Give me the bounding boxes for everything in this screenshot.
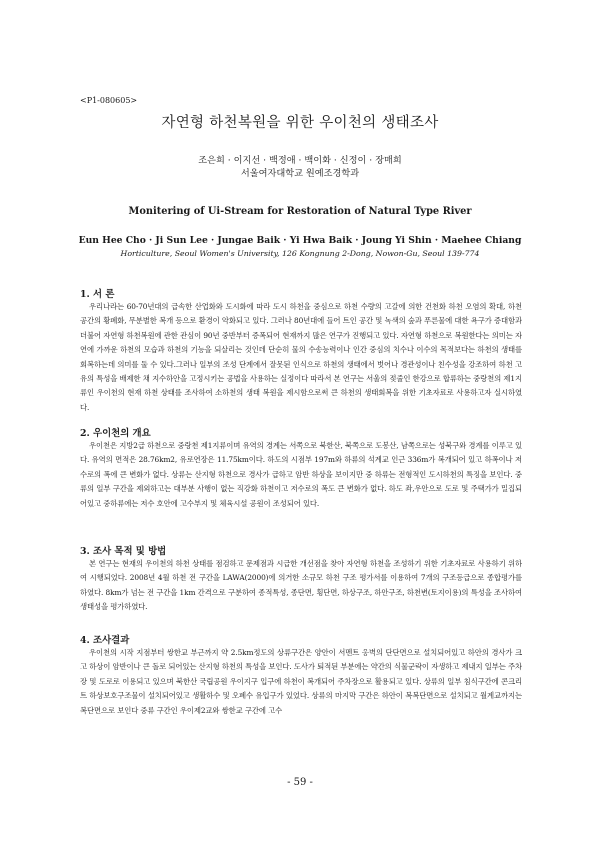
- page-number: - 59 -: [287, 777, 313, 788]
- section-heading-overview: 2. 우이천의 개요: [80, 428, 151, 439]
- affiliation-korean: 서울여자대학교 원예조경학과: [240, 168, 360, 179]
- affiliation-english: Horticulture, Seoul Women's University, 126 Kongnung 2-Dong, Nowon-Gu, Seoul 139-774: [120, 249, 480, 258]
- authors-english: Eun Hee Cho · Ji Sun Lee · Jungae Baik · Yi Hwa Baik · Joung Yi Shin · Maehee Chiang: [78, 235, 522, 246]
- section-heading-results: 4. 조사결과: [80, 635, 130, 646]
- title-korean: 자연형 하천복원을 위한 우이천의 생태조사: [161, 115, 439, 131]
- section-heading-introduction: 1. 서 론: [80, 289, 115, 300]
- title-english: Monitering of Ui-Stream for Restoration of Natural Type River: [128, 206, 472, 217]
- section-body-methods: 본 연구는 현재의 우이천의 하천 상태를 점검하고 문제점과 시급한 개선점을 찾아 자연형 하천을 조성하기 위한 기초자료로 사용하기 위하여 시행되었다. 2008년 4월 하천 전 구간을 LAWA(2000)에 의거한 소규모 하천 구조 평가서를 이용하여 7개의 구조등급으로 종합평가를 하였다. 8km가 넘는 전 구간을 1km 간격으로 구분하여 종적특성, 종단면, 횡단면, 하상구조, 하안구조, 하천변(토지이용)의 특성을 조사하여 생태성을 평가하였다.: [80, 559, 522, 612]
- authors-korean: 조은희 · 이지선 · 백정애 · 백이화 · 신정이 · 장매희: [198, 155, 402, 166]
- section-body-results: 우이천의 시작 지점부터 쌍한교 부근까지 약 2.5km정도의 상류구간은 양안이 서멘트 옹벽의 단단면으로 설치되어있고 하안의 경사가 크고 하상이 암반이나 큰 돌로 되어있는 산지형 하천의 특성을 보인다. 도사가 퇴적된 부분에는 약간의 식물군락이 자생하고 제내지 일부는 주차장 및 도로로 이용되고 있으며 북한산 국립공원 우이지구 입구에 하천이 복개되어 주차장으로 활용되고 있다. 상류의 일부 침식구간에 콘크리트 하상보호구조물이 설치되어있고 생활하수 및 오폐수 유입구가 있었다. 상류의 마지막 구간은 하안이 복복단면으로 설치되고 월계교까지는 복단면으로 보인다 중류 구간인 우이제2교와 쌍한교 구간에 고수: [80, 648, 522, 715]
- section-heading-methods: 3. 조사 목적 및 방법: [80, 546, 167, 557]
- paper-code: <P1-080605>: [80, 96, 138, 105]
- section-body-overview: 우이천은 지방2급 하천으로 중랑천 제1지류이며 유역의 경계는 서쪽으로 북한산, 북쪽으로 도봉산, 남쪽으로는 성북구와 경계를 이루고 있다. 유역의 면적은 28.76km2, 유로연장은 11.75km이다. 하도의 시점부 197m와 하류의 석계교 인근 336m가 복개되어 있고 하폭이나 저수로의 폭에 큰 변화가 없다. 상류는 산지형 하천으로 경사가 급하고 암반 하상을 보이지만 중 하류는 전형적인 도시하천의 특징을 보인다. 중류의 일부 구간을 제외하고는 대부분 사행이 없는 직강화 하천이고 저수로의 폭도 큰 변화가 없다. 하도 좌,우안으로 도로 및 주택가가 밀집되어있고 중하류에는 저수 호안에 고수부지 및 체육시설 공원이 조성되어 있다.: [80, 441, 522, 508]
- section-body-introduction: 우리나라는 60-70년대의 급속한 산업화와 도시화에 따라 도시 하천을 중심으로 하천 수량의 고갈에 의한 건천화 하천 오염의 확대, 하천 공간의 황폐화, 무분별한 복개 등으로 환경이 악화되고 있다. 그러나 80년대에 들어 트인 공간 및 녹색의 숲과 푸른물에 대한 욕구가 증대함과 더불어 자연형 하천복원에 관한 관심이 90년 중반부터 증폭되어 현재까지 많은 연구가 진행되고 있다. 자연형 하천으로 복원한다는 의미는 자연에 가까운 하천의 모습과 하천의 기능을 되살리는 것인데 단순히 물의 수송능력이나 인간 중심의 치수나 이수의 목적보다는 하천의 생태를 회복하는데 의미를 둘 수 있다.그러나 일부의 조성 단계에서 잘못된 인식으로 하천의 생태에서 벗어나 경관성이나 친수성을 강조하여 하천 고유의 특성을 배제한 채 지수하안을 고정시키는 공법을 사용하는 실정이다 따라서 본 연구는 서울의 젖줄인 한강으로 합류하는 중랑천의 제1지류인 우이천의 현재 하천 상태를 조사하여 소하천의 생태 복원을 제시함으로써 큰 하천의 생태회복을 위한 기초자료로 사용하고자 실시하였다.: [80, 302, 522, 412]
